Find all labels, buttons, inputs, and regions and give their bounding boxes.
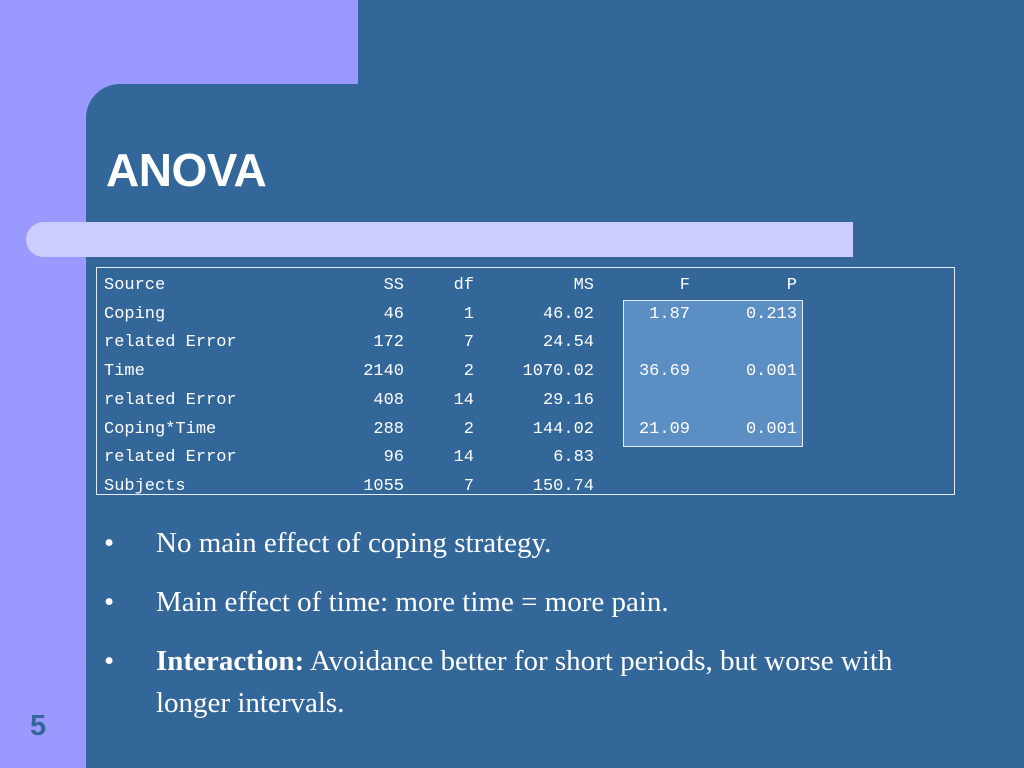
cell-p (690, 329, 797, 358)
table-row (104, 473, 797, 502)
bullet-text: Avoidance better for short periods, but worse with longer intervals. (156, 645, 893, 719)
cell-ss: 172 (373, 333, 404, 353)
cell-source: Time (104, 362, 145, 382)
bullet-text: No main effect of coping strategy. (156, 527, 552, 559)
table-row (104, 329, 797, 358)
bullet-marker: • (104, 527, 115, 559)
page-number: 5 (30, 710, 47, 742)
anova-table (104, 272, 797, 502)
cell-p (690, 444, 797, 473)
cell-ms: 29.16 (542, 390, 594, 410)
cell-p (690, 387, 797, 416)
cell-ms: 150.74 (532, 476, 594, 496)
cell-f: 36.69 (638, 362, 690, 382)
bullet-text: Main effect of time: more time = more pain. (156, 586, 669, 618)
cell-p: 0.213 (745, 304, 797, 324)
bullet-bold-text: Interaction: (156, 645, 305, 677)
cell-ss: 288 (373, 419, 404, 439)
cell-source: related Error (104, 390, 237, 410)
header-p: P (786, 276, 797, 295)
cell-ss: 408 (373, 390, 404, 410)
cell-df: 2 (463, 362, 474, 382)
cell-df: 14 (453, 448, 474, 468)
cell-df: 1 (463, 304, 474, 324)
cell-ss: 2140 (363, 362, 404, 382)
header-ss: SS (383, 276, 404, 295)
bullet-marker: • (104, 645, 115, 677)
cell-df: 7 (463, 476, 474, 496)
cell-df: 7 (463, 333, 474, 353)
header-source: Source (104, 276, 166, 295)
table-row (104, 416, 797, 445)
table-row (104, 387, 797, 416)
bullet-marker: • (104, 586, 115, 618)
bullet-list (104, 522, 904, 741)
cell-ms: 1070.02 (522, 362, 594, 382)
cell-f (594, 329, 690, 358)
accent-bar (26, 222, 853, 257)
cell-source: related Error (104, 448, 237, 468)
cell-ms: 24.54 (542, 333, 594, 353)
header-f: F (679, 276, 690, 295)
table-row (104, 444, 797, 473)
cell-ms: 144.02 (532, 419, 594, 439)
header-ms: MS (573, 276, 594, 295)
bullet-item (104, 640, 904, 724)
bullet-item (104, 581, 904, 623)
cell-ms: 6.83 (553, 448, 594, 468)
cell-ss: 46 (383, 304, 404, 324)
cell-p: 0.001 (745, 362, 797, 382)
cell-df: 2 (463, 419, 474, 439)
table-row (104, 301, 797, 330)
slide-title: ANOVA (106, 144, 267, 196)
header-df: df (453, 276, 474, 295)
bullet-item (104, 522, 904, 564)
cell-p: 0.001 (745, 419, 797, 439)
cell-ss: 96 (383, 448, 404, 468)
cell-source: related Error (104, 333, 237, 353)
cell-f (594, 387, 690, 416)
cell-f: 1.87 (649, 304, 690, 324)
cell-f (594, 473, 690, 502)
cell-ms: 46.02 (542, 304, 594, 324)
table-row (104, 358, 797, 387)
table-header-row (104, 272, 797, 301)
cell-f: 21.09 (638, 419, 690, 439)
cell-p (690, 473, 797, 502)
cell-df: 14 (453, 390, 474, 410)
cell-source: Coping (104, 304, 166, 324)
top-right-block (358, 0, 1024, 84)
cell-source: Coping*Time (104, 419, 217, 439)
cell-ss: 1055 (363, 476, 404, 496)
cell-f (594, 444, 690, 473)
cell-source: Subjects (104, 476, 186, 496)
